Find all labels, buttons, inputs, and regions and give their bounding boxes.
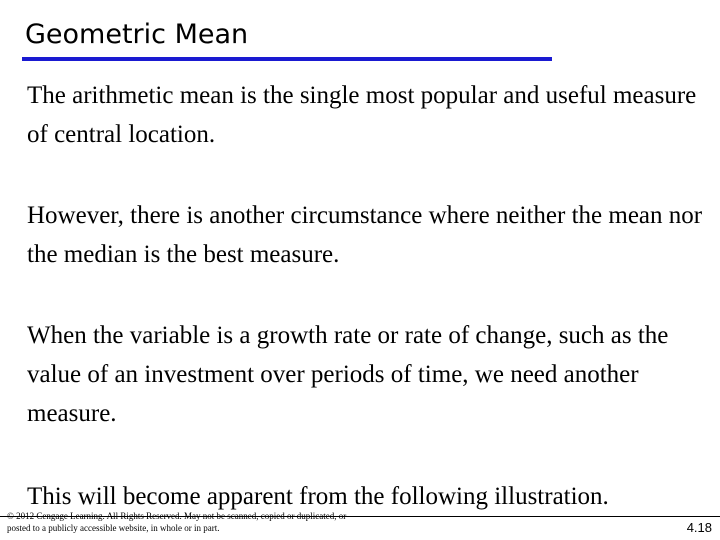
body-paragraph-4: This will become apparent from the following illustration.	[27, 483, 609, 510]
page-number: 4.18	[686, 520, 712, 535]
title-underline	[22, 57, 552, 61]
body-paragraph-2: However, there is another circumstance where neither the mean nor the median is the best measure.	[27, 202, 703, 268]
slide-title: Geometric Mean	[25, 19, 249, 50]
body-paragraph-3: When the variable is a growth rate or rate of change, such as the value of an investment over periods of time, we need another measure.	[27, 322, 669, 427]
copyright-notice: © 2012 Cengage Learning. All Rights Reserved. May not be scanned, copied or duplicated, or posted to a publicly accessible website, in whole or in part.	[7, 511, 347, 533]
body-paragraph-1: The arithmetic mean is the single most popular and useful measure of central location.	[27, 82, 697, 148]
